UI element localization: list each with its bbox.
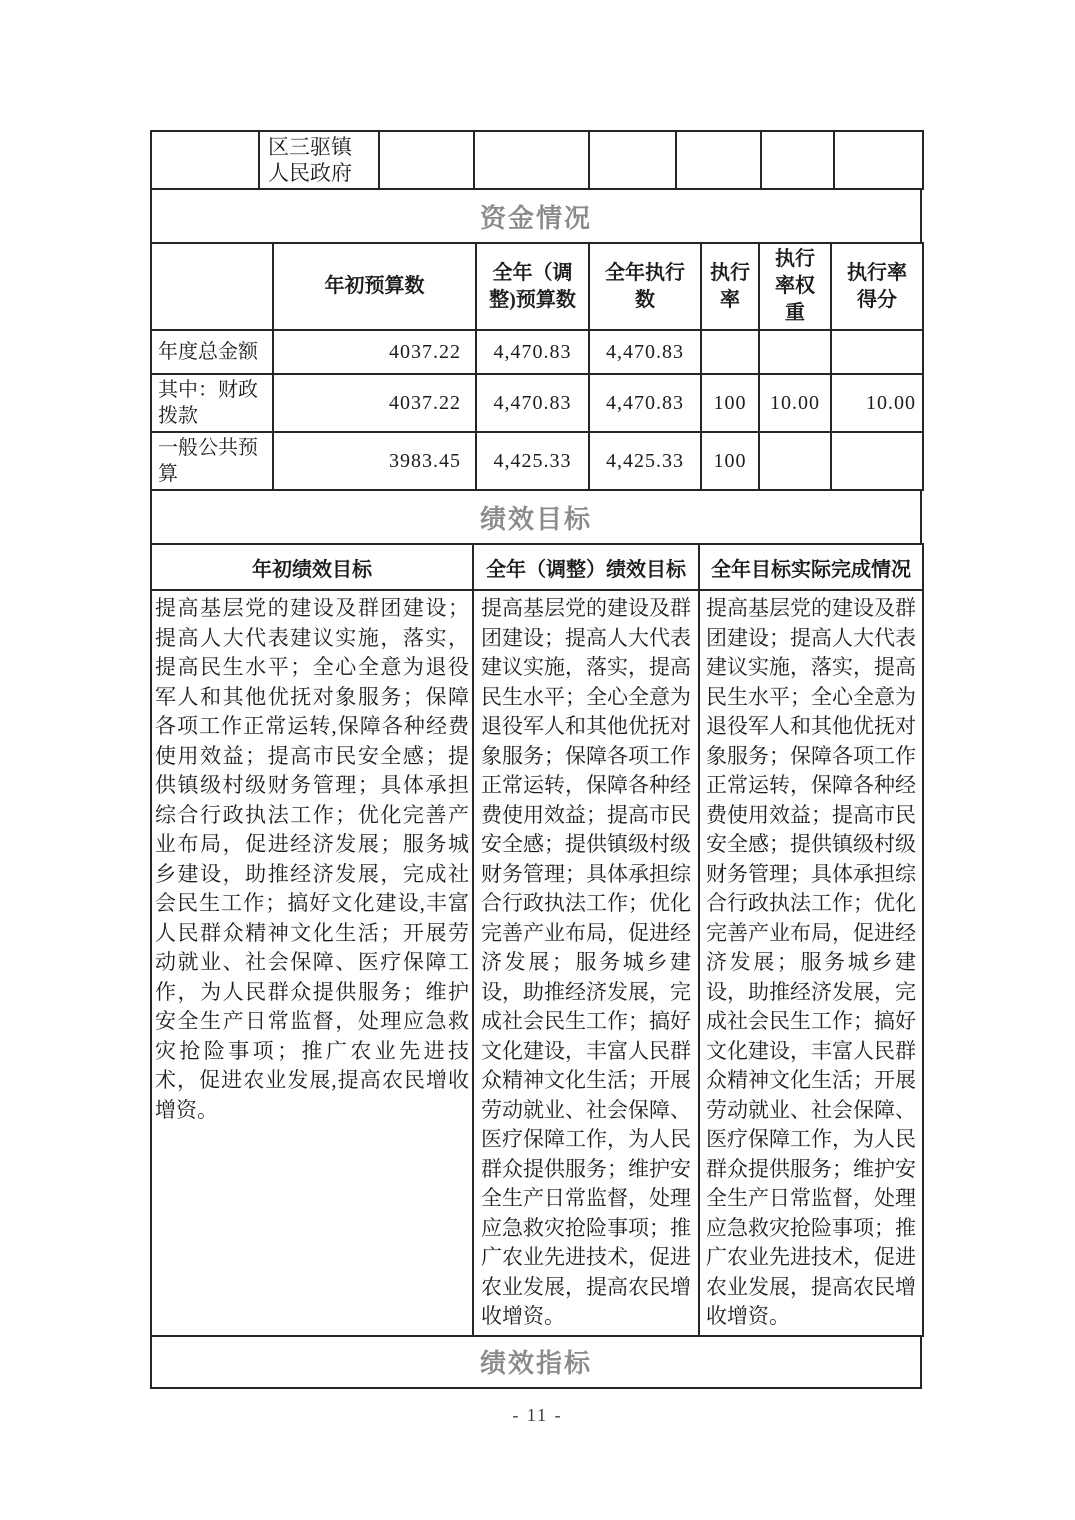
indicators-section-title: 绩效指标 [151, 1336, 921, 1388]
goals-actual-text: 提高基层党的建设及群团建设；提高人大代表建议实施，落实，提高民生水平；全心全意为退役军人和其他优抚对象服务；保障各项工作正常运转，保障各种经费使用效益；提高市民安全感；提供镇级村级财务管理；具体承担综合行政执法工作；优化完善产业布局，促进经济发展；服务城乡建设，助推经济发展，完成社会民生工作；搞好文化建设，丰富人民群众精神文化生活；开展劳动就业、社会保障、医疗保障工作，为人民群众提供服务；维护安全生产日常监督，处理应急救灾抢险事项；推广农业先进技术，促进农业发展，提高农民增收增资。 [699, 590, 923, 1336]
page-number: - 11 - [512, 1405, 563, 1425]
goals-header-adjusted: 全年（调整）绩效目标 [473, 544, 699, 590]
continuation-cell [761, 131, 834, 189]
goals-header-initial: 年初绩效目标 [151, 544, 473, 590]
goals-section-title: 绩效目标 [151, 490, 921, 544]
funding-header-blank [151, 243, 273, 330]
value-cell: 4,470.83 [476, 374, 589, 432]
funding-header-exec-rate-weight: 执行率权重 [759, 243, 831, 330]
funding-header-executed: 全年执行数 [589, 243, 701, 330]
goals-header-row [151, 544, 923, 590]
goals-section-band [150, 489, 922, 545]
value-cell [701, 330, 759, 374]
value-cell: 4,425.33 [589, 432, 701, 490]
table-row [151, 131, 923, 189]
continuation-cell [151, 131, 259, 189]
table-row [151, 189, 921, 243]
continuation-cell [676, 131, 761, 189]
value-cell [831, 330, 923, 374]
table-row [151, 1336, 921, 1388]
funding-row-fiscal [151, 374, 923, 432]
value-cell: 3983.45 [273, 432, 476, 490]
indicators-section-band [150, 1335, 922, 1389]
continuation-cell [474, 131, 589, 189]
funding-header-adjusted-budget: 全年（调整)预算数 [476, 243, 589, 330]
funding-section-title: 资金情况 [151, 189, 921, 243]
value-cell: 4,470.83 [589, 374, 701, 432]
value-cell: 4037.22 [273, 374, 476, 432]
table-row [151, 490, 921, 544]
value-cell [831, 432, 923, 490]
goals-adjusted-text: 提高基层党的建设及群团建设；提高人大代表建议实施，落实，提高民生水平；全心全意为退役军人和其他优抚对象服务；保障各项工作正常运转，保障各种经费使用效益；提高市民安全感；提供镇级村级财务管理；具体承担综合行政执法工作；优化完善产业布局，促进经济发展；服务城乡建设，助推经济发展，完成社会民生工作；搞好文化建设，丰富人民群众精神文化生活；开展劳动就业、社会保障、医疗保障工作，为人民群众提供服务；维护安全生产日常监督，处理应急救灾抢险事项；推广农业先进技术，促进农业发展，提高农民增收增资。 [473, 590, 699, 1336]
row-label: 其中：财政拨款 [151, 374, 273, 432]
value-cell [759, 432, 831, 490]
goals-header-actual: 全年目标实际完成情况 [699, 544, 923, 590]
value-cell: 4,425.33 [476, 432, 589, 490]
funding-header-row [151, 243, 923, 330]
funding-row-public-budget [151, 432, 923, 490]
goals-table [150, 543, 924, 1337]
value-cell: 10.00 [831, 374, 923, 432]
funding-header-exec-rate-score: 执行率得分 [831, 243, 923, 330]
funding-table [150, 242, 924, 491]
value-cell: 100 [701, 432, 759, 490]
continuation-row-table [150, 130, 924, 190]
value-cell: 4,470.83 [589, 330, 701, 374]
goals-content-row [151, 590, 923, 1336]
continuation-cell [589, 131, 676, 189]
performance-report-table [150, 130, 922, 1389]
value-cell: 4037.22 [273, 330, 476, 374]
continuation-cell [379, 131, 474, 189]
org-name-cell: 区三驱镇人民政府 [259, 131, 379, 189]
row-label: 年度总金额 [151, 330, 273, 374]
funding-header-initial-budget: 年初预算数 [273, 243, 476, 330]
continuation-cell [834, 131, 923, 189]
funding-header-exec-rate: 执行率 [701, 243, 759, 330]
value-cell: 10.00 [759, 374, 831, 432]
row-label: 一般公共预算 [151, 432, 273, 490]
funding-section-band [150, 188, 922, 244]
value-cell: 100 [701, 374, 759, 432]
value-cell: 4,470.83 [476, 330, 589, 374]
value-cell [759, 330, 831, 374]
goals-initial-text: 提高基层党的建设及群团建设；提高人大代表建议实施，落实，提高民生水平；全心全意为退役军人和其他优抚对象服务；保障各项工作正常运转,保障各种经费使用效益；提高市民安全感；提供镇级村级财务管理；具体承担综合行政执法工作；优化完善产业布局，促进经济发展；服务城乡建设，助推经济发展，完成社会民生工作；搞好文化建设,丰富人民群众精神文化生活；开展劳动就业、社会保障、医疗保障工作，为人民群众提供服务；维护安全生产日常监督，处理应急救灾抢险事项；推广农业先进技术，促进农业发展,提高农民增收增资。 [151, 590, 473, 1336]
funding-row-total [151, 330, 923, 374]
